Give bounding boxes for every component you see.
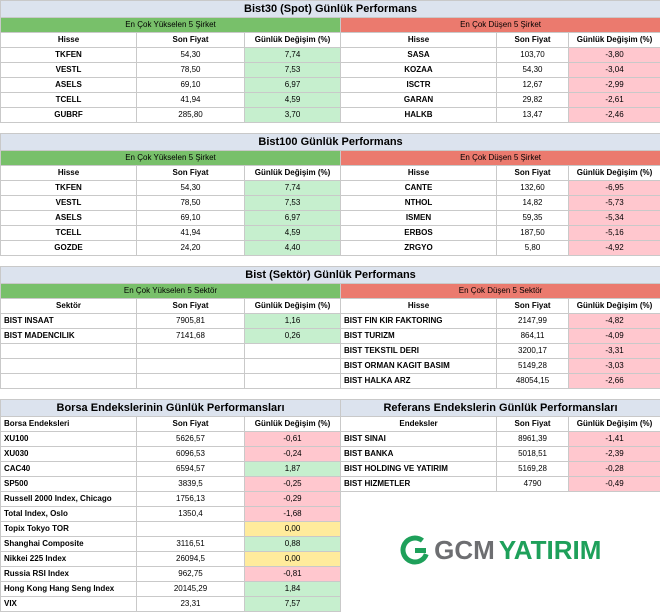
row-name: SASA	[341, 48, 497, 63]
row-change: -0,28	[569, 462, 660, 477]
row-name: BIST HIZMETLER	[341, 477, 497, 492]
table-row	[1, 226, 660, 241]
gcm-yatirim-logo	[400, 535, 601, 565]
table-row	[1, 63, 660, 78]
row-name: TCELL	[1, 226, 137, 241]
endeks-left-title: Borsa Endekslerinin Günlük Performansları	[1, 400, 341, 417]
column-header: Günlük Değişim (%)	[569, 33, 660, 48]
row-name: ISMEN	[341, 211, 497, 226]
row-name: BIST HALKA ARZ	[341, 374, 497, 389]
column-header: Günlük Değişim (%)	[245, 33, 341, 48]
logo-area	[341, 492, 660, 612]
row-price: 13,47	[497, 108, 569, 123]
row-name: BIST TEKSTIL DERI	[341, 344, 497, 359]
row-name: Hong Kong Hang Seng Index	[1, 582, 137, 597]
column-header: Günlük Değişim (%)	[245, 299, 341, 314]
table-row	[1, 359, 660, 374]
row-price: 26094,5	[137, 552, 245, 567]
row-change: -3,31	[569, 344, 660, 359]
row-name: BIST INSAAT	[1, 314, 137, 329]
row-name: ERBOS	[341, 226, 497, 241]
row-price: 7905,81	[137, 314, 245, 329]
row-name: TCELL	[1, 93, 137, 108]
row-name: CAC40	[1, 462, 137, 477]
row-change: -0,29	[245, 492, 341, 507]
row-name: XU030	[1, 447, 137, 462]
row-name: Shanghai Composite	[1, 537, 137, 552]
row-change: -2,61	[569, 93, 660, 108]
row-change: -2,66	[569, 374, 660, 389]
row-change: 7,74	[245, 181, 341, 196]
row-change: 0,00	[245, 522, 341, 537]
row-change: -5,16	[569, 226, 660, 241]
row-change: 0,88	[245, 537, 341, 552]
table-row	[1, 374, 660, 389]
row-change: -5,73	[569, 196, 660, 211]
column-header: Günlük Değişim (%)	[569, 166, 660, 181]
empty-cell	[1, 374, 137, 389]
row-name: BIST FIN KIR FAKTORING	[341, 314, 497, 329]
row-name: Topix Tokyo TOR	[1, 522, 137, 537]
row-price: 59,35	[497, 211, 569, 226]
table-row	[1, 48, 660, 63]
table-row	[1, 181, 660, 196]
sektor-down-header: En Çok Düşen 5 Sektör	[341, 284, 660, 299]
column-header: Hisse	[341, 33, 497, 48]
column-header: Son Fiyat	[497, 417, 569, 432]
table-row	[1, 211, 660, 226]
column-header: Günlük Değişim (%)	[569, 417, 660, 432]
row-change: -3,04	[569, 63, 660, 78]
column-header: Son Fiyat	[497, 33, 569, 48]
table-row	[1, 447, 660, 462]
column-header: Günlük Değişim (%)	[245, 417, 341, 432]
row-name: SP500	[1, 477, 137, 492]
row-price: 12,67	[497, 78, 569, 93]
row-price: 23,31	[137, 597, 245, 612]
row-price: 5149,28	[497, 359, 569, 374]
table-row	[1, 492, 660, 507]
row-change: 0,26	[245, 329, 341, 344]
row-price: 8961,39	[497, 432, 569, 447]
table-row	[1, 108, 660, 123]
row-name: ASELS	[1, 211, 137, 226]
column-header: Sektör	[1, 299, 137, 314]
row-change: 6,97	[245, 78, 341, 93]
row-change: 4,59	[245, 93, 341, 108]
column-header: Son Fiyat	[497, 299, 569, 314]
bist100-column-headers	[1, 166, 660, 181]
row-change: 4,40	[245, 241, 341, 256]
table-row	[1, 78, 660, 93]
row-change: -3,80	[569, 48, 660, 63]
table-row	[1, 462, 660, 477]
column-header: Hisse	[341, 166, 497, 181]
table-row	[1, 314, 660, 329]
empty-cell	[245, 359, 341, 374]
column-header: Hisse	[1, 33, 137, 48]
row-price: 69,10	[137, 78, 245, 93]
table-row	[1, 241, 660, 256]
row-price: 6594,57	[137, 462, 245, 477]
row-name: Total Index, Oslo	[1, 507, 137, 522]
gcm-g-logo-icon	[400, 535, 430, 565]
row-change: -0,61	[245, 432, 341, 447]
row-price: 24,20	[137, 241, 245, 256]
empty-cell	[245, 374, 341, 389]
column-header: Son Fiyat	[497, 166, 569, 181]
column-header: Borsa Endeksleri	[1, 417, 137, 432]
row-price: 78,50	[137, 63, 245, 78]
bist30-title: Bist30 (Spot) Günlük Performans	[1, 1, 660, 18]
row-price	[137, 522, 245, 537]
row-price: 78,50	[137, 196, 245, 211]
row-price: 48054,15	[497, 374, 569, 389]
row-change: 1,84	[245, 582, 341, 597]
empty-cell	[1, 359, 137, 374]
row-change: -0,49	[569, 477, 660, 492]
row-change: -1,41	[569, 432, 660, 447]
row-name: GARAN	[341, 93, 497, 108]
empty-cell	[137, 359, 245, 374]
row-price: 54,30	[137, 48, 245, 63]
row-name: VESTL	[1, 63, 137, 78]
column-header: Son Fiyat	[137, 299, 245, 314]
row-change: 7,53	[245, 196, 341, 211]
row-change: -1,68	[245, 507, 341, 522]
row-name: VIX	[1, 597, 137, 612]
table-row	[1, 432, 660, 447]
row-name: TKFEN	[1, 181, 137, 196]
row-name: CANTE	[341, 181, 497, 196]
sektor-title: Bist (Sektör) Günlük Performans	[1, 267, 660, 284]
row-change: 6,97	[245, 211, 341, 226]
row-price: 103,70	[497, 48, 569, 63]
row-price: 41,94	[137, 226, 245, 241]
row-price: 7141,68	[137, 329, 245, 344]
row-name: BIST SINAI	[341, 432, 497, 447]
row-change: 7,53	[245, 63, 341, 78]
row-price: 14,82	[497, 196, 569, 211]
row-change: -2,99	[569, 78, 660, 93]
bist100-down-header: En Çok Düşen 5 Şirket	[341, 151, 660, 166]
row-change: 7,74	[245, 48, 341, 63]
row-name: GOZDE	[1, 241, 137, 256]
row-change: -4,09	[569, 329, 660, 344]
row-name: NTHOL	[341, 196, 497, 211]
row-price: 29,82	[497, 93, 569, 108]
column-header: Hisse	[341, 299, 497, 314]
bist100-up-header: En Çok Yükselen 5 Şirket	[1, 151, 341, 166]
row-price: 5018,51	[497, 447, 569, 462]
row-name: Russia RSI Index	[1, 567, 137, 582]
row-price: 41,94	[137, 93, 245, 108]
sektor-table	[0, 266, 660, 389]
row-price: 54,30	[497, 63, 569, 78]
row-change: -6,95	[569, 181, 660, 196]
table-row	[1, 477, 660, 492]
sektor-up-header: En Çok Yükselen 5 Sektör	[1, 284, 341, 299]
row-price: 5,80	[497, 241, 569, 256]
row-change: -3,03	[569, 359, 660, 374]
column-header: Günlük Değişim (%)	[569, 299, 660, 314]
row-price: 1350,4	[137, 507, 245, 522]
bist100-title: Bist100 Günlük Performans	[1, 134, 660, 151]
row-price: 6096,53	[137, 447, 245, 462]
bist100-table	[0, 133, 660, 256]
table-row	[1, 93, 660, 108]
column-header: Hisse	[1, 166, 137, 181]
row-change: 4,59	[245, 226, 341, 241]
endeks-table	[0, 399, 660, 612]
column-header: Son Fiyat	[137, 417, 245, 432]
empty-cell	[245, 344, 341, 359]
row-change: -0,24	[245, 447, 341, 462]
row-change: -2,46	[569, 108, 660, 123]
sektor-rows	[1, 314, 660, 389]
row-price: 4790	[497, 477, 569, 492]
row-name: BIST MADENCILIK	[1, 329, 137, 344]
row-price: 187,50	[497, 226, 569, 241]
column-header: Endeksler	[341, 417, 497, 432]
row-price: 5626,57	[137, 432, 245, 447]
row-name: KOZAA	[341, 63, 497, 78]
row-change: -4,92	[569, 241, 660, 256]
empty-cell	[1, 344, 137, 359]
row-change: -4,82	[569, 314, 660, 329]
row-change: -0,81	[245, 567, 341, 582]
logo-text-gcm: GCM	[434, 544, 495, 556]
row-name: BIST HOLDING VE YATIRIM	[341, 462, 497, 477]
row-name: BIST ORMAN KAGIT BASIM	[341, 359, 497, 374]
bist30-down-header: En Çok Düşen 5 Şirket	[341, 18, 660, 33]
column-header: Günlük Değişim (%)	[245, 166, 341, 181]
table-row	[1, 344, 660, 359]
row-name: HALKB	[341, 108, 497, 123]
row-price: 20145,29	[137, 582, 245, 597]
row-change: 1,87	[245, 462, 341, 477]
row-name: ASELS	[1, 78, 137, 93]
table-row	[1, 329, 660, 344]
logo-text-yatirim: YATIRIM	[499, 544, 602, 556]
row-name: GUBRF	[1, 108, 137, 123]
empty-cell	[137, 374, 245, 389]
row-price: 3200,17	[497, 344, 569, 359]
row-change: 0,00	[245, 552, 341, 567]
bist30-rows	[1, 48, 660, 123]
row-price: 3116,51	[137, 537, 245, 552]
row-change: -5,34	[569, 211, 660, 226]
row-price: 69,10	[137, 211, 245, 226]
row-change: 3,70	[245, 108, 341, 123]
row-price: 1756,13	[137, 492, 245, 507]
performance-table	[0, 0, 660, 123]
bist30-column-headers	[1, 33, 660, 48]
row-name: BIST TURIZM	[341, 329, 497, 344]
row-change: -0,25	[245, 477, 341, 492]
row-name: Nikkei 225 Index	[1, 552, 137, 567]
column-header: Son Fiyat	[137, 166, 245, 181]
row-price: 3839,5	[137, 477, 245, 492]
row-price: 54,30	[137, 181, 245, 196]
row-name: VESTL	[1, 196, 137, 211]
row-price: 962,75	[137, 567, 245, 582]
row-name: XU100	[1, 432, 137, 447]
row-name: Russell 2000 Index, Chicago	[1, 492, 137, 507]
row-name: BIST BANKA	[341, 447, 497, 462]
column-header: Son Fiyat	[137, 33, 245, 48]
row-price: 864,11	[497, 329, 569, 344]
row-change: 1,16	[245, 314, 341, 329]
row-price: 2147,99	[497, 314, 569, 329]
table-row	[1, 196, 660, 211]
endeks-right-title: Referans Endekslerin Günlük Performansları	[341, 400, 660, 417]
sektor-column-headers	[1, 299, 660, 314]
bist30-up-header: En Çok Yükselen 5 Şirket	[1, 18, 341, 33]
row-change: 7,57	[245, 597, 341, 612]
row-price: 132,60	[497, 181, 569, 196]
endeks-rows	[1, 432, 660, 612]
row-price: 285,80	[137, 108, 245, 123]
row-name: TKFEN	[1, 48, 137, 63]
row-change: -2,39	[569, 447, 660, 462]
bist100-rows	[1, 181, 660, 256]
row-price: 5169,28	[497, 462, 569, 477]
row-name: ZRGYO	[341, 241, 497, 256]
empty-cell	[137, 344, 245, 359]
row-name: ISCTR	[341, 78, 497, 93]
